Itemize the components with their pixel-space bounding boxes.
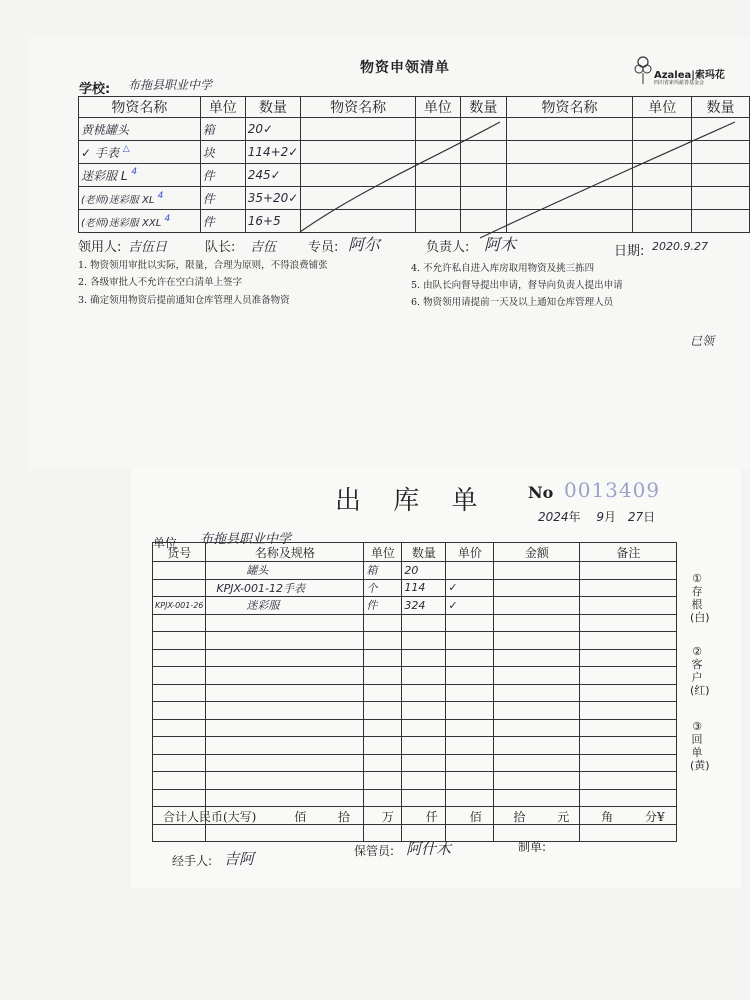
number-mark: 4 [164, 213, 171, 224]
delivery-date [538, 508, 655, 525]
total-unit: 仟 [425, 810, 438, 824]
table-row [153, 684, 677, 702]
header-cell: 单位 [200, 97, 245, 118]
table-row [153, 579, 677, 597]
total-unit: 拾 [513, 810, 526, 824]
date-label: 日期: [614, 244, 645, 259]
header-cell: 金额 [494, 543, 580, 562]
requisition-title: 物资申领清单 [360, 60, 450, 76]
header-cell: 单价 [446, 543, 494, 562]
item-qty: 35+20 [247, 191, 289, 205]
table-row [153, 772, 677, 790]
note-item: 3. 确定领用物资后提前通知仓库管理人员准备物资 [78, 295, 290, 306]
item-unit: 件 [200, 164, 245, 187]
header-cell: 物资名称 [301, 97, 416, 118]
note-item: 1. 物资领用审批以实际，限量，合理为原则，不得浪费铺张 [78, 260, 328, 271]
table-row [153, 789, 677, 807]
header-cell: 物资名称 [79, 97, 201, 118]
header-cell: 数量 [402, 543, 446, 562]
delivery-title: 出 库 单 [335, 486, 490, 516]
check-mark: ✓ [262, 122, 274, 136]
logo-brand: Azalea|索玛花 [654, 70, 725, 81]
total-unit: 万 [381, 810, 394, 824]
copy-label: ③回单(黄) [690, 720, 710, 772]
header-cell: 备注 [580, 543, 677, 562]
check-mark [446, 562, 494, 580]
item-unit: 件 [364, 597, 402, 615]
item-qty: 114 [402, 579, 446, 597]
total-unit: 佰 [294, 810, 307, 824]
item-name: 迷彩服 [206, 597, 364, 615]
total-row [163, 808, 665, 825]
item-prefix: (老师) [81, 194, 109, 206]
header-cell: 数量 [460, 97, 506, 118]
responsible-signature: 阿木 [484, 235, 517, 254]
header-cell: 单位 [415, 97, 460, 118]
serial-number: 0013409 [564, 478, 661, 502]
date-value: 2020.9.27 [652, 240, 708, 253]
school-label: 学校: [79, 82, 111, 97]
header-cell: 物资名称 [506, 97, 633, 118]
item-name: 罐头 [206, 562, 364, 580]
school-value: 布拖县职业中学 [128, 78, 213, 92]
table-row [153, 632, 677, 650]
total-unit: 元 [557, 810, 570, 824]
unit-value: 布拖县职业中学 [200, 532, 292, 547]
check-mark: ✓ [270, 168, 281, 182]
header-cell: 单位 [364, 543, 402, 562]
date-year: 2024 [538, 510, 569, 524]
number-mark: 4 [157, 190, 164, 201]
total-label: 合计人民币(大写) [163, 810, 257, 824]
unit-label: 单位 [153, 536, 178, 550]
header-cell: 数量 [692, 97, 750, 118]
note-item: 4. 不允许私自进入库房取用物资及挑三拣四 [411, 263, 595, 274]
received-note: 已领 [690, 334, 715, 348]
keeper-signature: 阿什木 [406, 840, 452, 858]
item-code [153, 579, 206, 597]
header-cell: 货号 [153, 543, 206, 562]
total-unit: 角 [601, 810, 614, 824]
item-qty: 20 [247, 122, 263, 136]
void-strike-lines [0, 0, 750, 260]
table-row [153, 597, 677, 615]
year-unit: 年 [568, 510, 581, 524]
table-row [153, 719, 677, 737]
item-unit: 箱 [364, 562, 402, 580]
table-row [153, 667, 677, 685]
total-unit: 分¥ [644, 810, 665, 824]
handler-signature: 吉阿 [224, 850, 255, 868]
receiver-label: 领用人: [78, 240, 122, 255]
total-unit: 拾 [338, 810, 351, 824]
item-unit: 块 [200, 141, 245, 164]
table-row [153, 737, 677, 755]
item-unit: 件 [200, 210, 245, 233]
item-qty: 245 [247, 168, 271, 182]
receiver-signature: 吉伍日 [128, 240, 168, 255]
total-unit: 佰 [469, 810, 482, 824]
table-row [153, 614, 677, 632]
item-name: 迷彩服 XXL [108, 217, 162, 229]
copy-label: ①存根(白) [690, 572, 710, 624]
specialist-signature: 阿尔 [348, 235, 381, 254]
keeper-label: 保管员: [354, 844, 395, 858]
item-name: 黄桃罐头 [81, 122, 130, 137]
responsible-label: 负责人: [426, 240, 470, 255]
item-code [153, 562, 206, 580]
item-name: 迷彩服 L [81, 168, 128, 183]
header-cell: 名称及规格 [206, 543, 364, 562]
note-item: 5. 由队长向督导提出申请，督导向负责人提出申请 [411, 280, 623, 291]
check-mark: ✓ [288, 191, 299, 205]
item-qty: 16+5 [247, 214, 281, 228]
item-unit: 个 [364, 579, 402, 597]
item-name: KPJX-001-12手表 [206, 579, 364, 597]
day-unit: 日 [643, 510, 656, 524]
date-day: 27 [627, 510, 644, 524]
header-cell: 单位 [633, 97, 692, 118]
header-cell: 数量 [245, 97, 301, 118]
copy-label: ②客户(红) [690, 645, 710, 697]
item-qty: 20 [402, 562, 446, 580]
item-unit: 箱 [200, 118, 245, 141]
item-name: 手表 [94, 145, 119, 160]
logo-subtitle: 四川省索玛慈善基金会 [654, 80, 705, 86]
table-row [153, 754, 677, 772]
item-name: 迷彩服 XL [108, 194, 155, 206]
table-row [153, 649, 677, 667]
date-month: 9 [596, 510, 605, 524]
check-mark: ✓ [446, 579, 494, 597]
number-mark: 4 [131, 166, 138, 177]
triangle-mark: △ [122, 143, 130, 154]
note-item: 6. 物资领用请提前一天及以上通知仓库管理人员 [411, 297, 614, 308]
specialist-label: 专员: [308, 240, 339, 255]
delivery-header-row [153, 543, 677, 562]
leader-signature: 吉伍 [250, 240, 277, 255]
check-mark: ✓ [81, 145, 92, 160]
table-row [153, 562, 677, 580]
table-row [153, 702, 677, 720]
note-item: 2. 各级审批人不允许在空白清单上签字 [78, 277, 243, 288]
handler-label: 经手人: [172, 854, 213, 868]
item-unit: 件 [200, 187, 245, 210]
check-mark: ✓ [446, 597, 494, 615]
month-unit: 月 [604, 510, 617, 524]
delivery-table [152, 542, 677, 842]
leader-label: 队长: [205, 240, 236, 255]
item-qty: 114+2 [247, 145, 289, 159]
item-prefix: (老师) [81, 217, 109, 229]
serial-number-label: No [528, 483, 554, 502]
item-qty: 324 [402, 597, 446, 615]
item-code: KPJX-001-26 [153, 597, 206, 615]
check-mark: ✓ [288, 145, 299, 159]
maker-label: 制单: [518, 840, 547, 854]
